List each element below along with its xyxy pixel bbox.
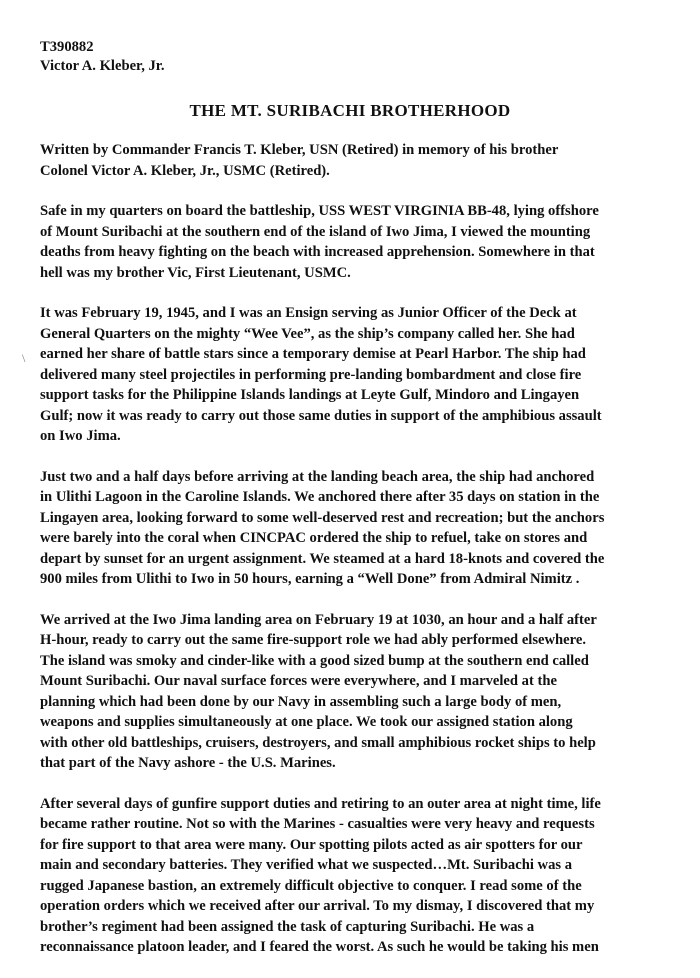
text-line: hell was my brother Vic, First Lieutenant, USMC. bbox=[40, 264, 351, 281]
text-line: operation orders which we received after our arrival. To my dismay, I discovered that my bbox=[40, 898, 595, 914]
paragraph bbox=[40, 303, 700, 447]
text-line: depart by sunset for an urgent assignment. We steamed at a hard 18-knots and covered the bbox=[40, 550, 605, 567]
text-line: for fire support to that area were many. Our spotting pilots acted as air spotters for our bbox=[40, 836, 583, 853]
scan-speck-mark: \ bbox=[22, 351, 26, 365]
paragraph bbox=[40, 467, 700, 590]
text-line: were barely into the coral when CINCPAC ordered the ship to refuel, take on stores and bbox=[40, 530, 588, 546]
text-line: on Iwo Jima. bbox=[40, 428, 121, 444]
paragraph-dedication bbox=[40, 140, 700, 181]
text-line: It was February 19, 1945, and I was an Ensign serving as Junior Officer of the Deck at bbox=[40, 305, 577, 321]
text-line: Just two and a half days before arriving at the landing beach area, the ship had anchored bbox=[40, 468, 595, 485]
text-line: Written by Commander Francis T. Kleber, USN (Retired) in memory of his brother bbox=[40, 142, 559, 158]
text-line: Colonel Victor A. Kleber, Jr., USMC (Retired). bbox=[40, 162, 330, 179]
text-line: delivered many steel projectiles in performing pre-landing bombardment and close fire bbox=[40, 366, 582, 383]
text-line: of Mount Suribachi at the southern end of the island of Iwo Jima, I viewed the mounting bbox=[40, 223, 591, 240]
text-line: 900 miles from Ulithi to Iwo in 50 hours, earning a “Well Done” from Admiral Nimitz . bbox=[40, 571, 580, 587]
document-header bbox=[40, 38, 165, 76]
document-title: THE MT. SURIBACHI BROTHERHOOD bbox=[189, 101, 511, 120]
paragraph bbox=[40, 610, 700, 774]
text-line: General Quarters on the mighty “Wee Vee”, as the ship’s company called her. She had bbox=[40, 325, 575, 342]
text-line: became rather routine. Not so with the Marines - casualties were very heavy and requests bbox=[40, 816, 595, 832]
text-line: rugged Japanese bastion, an extremely difficult objective to conquer. I read some of the bbox=[40, 877, 582, 894]
text-line: After several days of gunfire support duties and retiring to an outer area at night time, life bbox=[40, 795, 601, 812]
text-line: that part of the Navy ashore - the U.S. Marines. bbox=[40, 755, 336, 771]
text-line: Gulf; now it was ready to carry out those same duties in support of the amphibious assault bbox=[40, 407, 602, 424]
text-line: support tasks for the Philippine Islands landings at Leyte Gulf, Mindoro and Lingayen bbox=[40, 387, 580, 403]
document-id-code: T390882 bbox=[40, 39, 94, 55]
text-line: The island was smoky and cinder-like with a good sized bump at the southern end called bbox=[40, 652, 589, 669]
text-line: reconnaissance platoon leader, and I feared the worst. As such he would be taking his men bbox=[40, 939, 599, 955]
text-line: earned her share of battle stars since a temporary demise at Pearl Harbor. The ship had bbox=[40, 346, 586, 362]
document-author-name: Victor A. Kleber, Jr. bbox=[40, 58, 165, 74]
text-line: weapons and supplies simultaneously at one place. We took our assigned station along bbox=[40, 714, 573, 730]
text-line: Mount Suribachi. Our naval surface forces were everywhere, and I marveled at the bbox=[40, 673, 557, 689]
document-body bbox=[40, 140, 700, 978]
text-line: Safe in my quarters on board the battleship, USS WEST VIRGINIA BB-48, lying offshore bbox=[40, 203, 599, 219]
text-line: H-hour, ready to carry out the same fire-support role we had ably performed elsewhere. bbox=[40, 632, 586, 648]
text-line: planning which had been done by our Navy in assembling such a large body of men, bbox=[40, 693, 562, 710]
text-line: deaths from heavy fighting on the beach with increased apprehension. Somewhere in that bbox=[40, 244, 595, 260]
text-line: Lingayen area, looking forward to some well-deserved rest and recreation; but the anchors bbox=[40, 509, 605, 526]
text-line: main and secondary batteries. They verified what we suspected…Mt. Suribachi was a bbox=[40, 857, 572, 873]
paragraph bbox=[40, 794, 700, 958]
text-line: in Ulithi Lagoon in the Caroline Islands. We anchored there after 35 days on station in the bbox=[40, 489, 600, 505]
text-line: brother’s regiment had been assigned the task of capturing Suribachi. He was a bbox=[40, 918, 535, 935]
paragraph bbox=[40, 201, 700, 283]
text-line: with other old battleships, cruisers, destroyers, and small amphibious rocket ships to help bbox=[40, 734, 596, 751]
text-line: We arrived at the Iwo Jima landing area on February 19 at 1030, an hour and a half after bbox=[40, 611, 597, 628]
